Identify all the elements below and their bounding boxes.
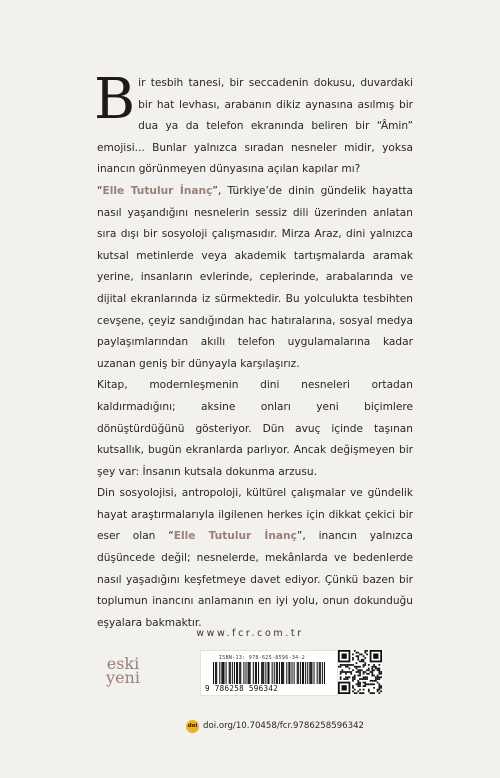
publisher-logo — [100, 654, 146, 687]
open-quote: “ — [97, 184, 103, 197]
book-title-highlight-2: Elle Tutulur İnanç — [173, 530, 297, 543]
isbn-barcode — [200, 650, 338, 696]
isbn-digits: 9 786258 596342 — [205, 684, 279, 693]
barcode-bars — [213, 662, 325, 684]
qr-code-icon — [338, 650, 382, 694]
doi-link-row[interactable] — [186, 719, 364, 733]
publisher-website: www.fcr.com.tr — [196, 628, 304, 639]
drop-cap: B — [94, 67, 136, 132]
paragraph-1-text: ir tesbih tanesi, bir seccadenin dokusu, duvardaki bir hat levhası, arabanın dikiz aynasına asılmış bir dua ya da telefon ekranında beliren bir “Âmin” emojisi... Bunlar yalnızca sıradan nesneler midir, yoksa inancın görünmeyen dünyasına açılan kapılar mı? — [97, 77, 413, 176]
paragraph-4 — [97, 483, 413, 634]
paragraph-2 — [97, 181, 413, 375]
paragraph-2-text: ”, Türkiye’de dinin gündelik hayatta nasıl yaşandığını nesnelerin sessiz dili üzerinden anlatan sıra dışı bir sosyoloji çalışmasıdır. Mirza Araz, dini yalnızca kutsal metinlerde veya akademik tartışmalarda aramak yerine, insanların evlerinde, ceplerinde, arabalarında ve dijital ekranlarında iz sürmektedir. Bu yolculukta tesbihten cevşene, çeyiz sandığından hac hatıralarına, sosyal medya paylaşımlarından akıllı telefon uygulamalarına kadar uzanan geniş bir dünyayla karşılaşırız. — [97, 184, 414, 370]
paragraph-1 — [94, 67, 413, 181]
paragraph-4-rest: ”, inancın yalnızca düşüncede değil; nesnelerde, mekânlarda ve bedenlerde nasıl yaşadığını keşfetmeye davet ediyor. Çünkü bazen bir toplumun inancını anlamanın en iyi yolu, onun dokunduğu eşyalara bakmaktır. — [97, 530, 414, 629]
logo-line-2: yeni — [106, 668, 140, 687]
book-title-highlight: Elle Tutulur İnanç — [102, 184, 213, 197]
paragraph-4-start: Din sosyolojisi, antropoloji, kültürel çalışmalar ve gündelik hayat araştırmalarıyla ilgilenen herkes için dikkat çekici bir eser olan “ — [97, 487, 413, 543]
paragraph-3: Kitap, modernleşmenin dini nesneleri ortadan kaldırmadığını; aksine onları yeni biçimlere dönüştürdüğünü gösteriyor. Dün avuç içinde taşınan kutsallık, bugün ekranlarda parlıyor. Ancak değişmeyen bir şey var: İnsanın kutsala dokunma arzusu. — [97, 379, 413, 478]
isbn-label: ISBN-13: 978-625-8596-34-2 — [219, 655, 306, 661]
logo-line-1: eski — [106, 654, 140, 673]
doi-link[interactable]: doi.org/10.70458/fcr.9786258596342 — [203, 721, 365, 731]
back-cover-blurb — [94, 67, 414, 634]
doi-icon: doi — [186, 720, 199, 733]
